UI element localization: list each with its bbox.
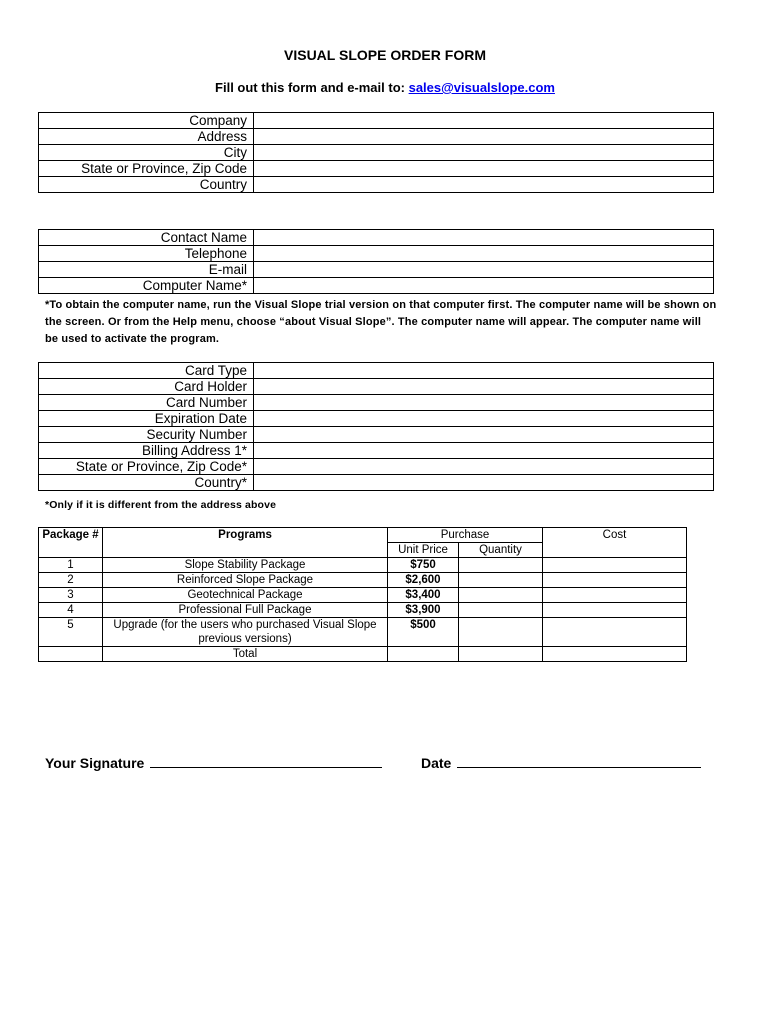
total-empty-cell [39,647,103,662]
state-zip-field[interactable] [254,161,714,177]
billing-address-field[interactable] [254,443,714,459]
address-field[interactable] [254,129,714,145]
quantity-field[interactable] [459,573,543,588]
state-zip-label: State or Province, Zip Code [39,161,254,177]
total-price-cell [388,647,459,662]
city-field[interactable] [254,145,714,161]
company-label: Company [39,113,254,129]
contact-name-field[interactable] [254,230,714,246]
address-note: *Only if it is different from the address above [45,499,277,511]
table-row [39,558,687,573]
cost-field[interactable] [543,573,687,588]
email-link[interactable]: sales@visualslope.com [408,80,555,95]
unit-price: $3,900 [388,603,459,618]
security-number-field[interactable] [254,427,714,443]
date-line [421,753,701,771]
subtitle-text: Fill out this form and e-mail to: [215,80,409,95]
billing-state-zip-label: State or Province, Zip Code* [39,459,254,475]
contact-name-label: Contact Name [39,230,254,246]
expiration-date-label: Expiration Date [39,411,254,427]
signature-label: Your Signature [45,755,145,771]
date-label: Date [421,755,452,771]
country-field[interactable] [254,177,714,193]
unit-price: $750 [388,558,459,573]
company-table [38,112,714,193]
card-holder-label: Card Holder [39,379,254,395]
billing-country-label: Country* [39,475,254,491]
total-cost-field[interactable] [543,647,687,662]
purchase-header: Purchase [388,528,543,543]
signature-line [45,753,382,771]
telephone-label: Telephone [39,246,254,262]
country-label: Country [39,177,254,193]
telephone-field[interactable] [254,246,714,262]
total-row [39,647,687,662]
billing-address-label: Billing Address 1* [39,443,254,459]
unit-price: $3,400 [388,588,459,603]
quantity-field[interactable] [459,603,543,618]
unit-price: $500 [388,618,459,647]
card-type-label: Card Type [39,363,254,379]
signature-field[interactable] [150,753,382,768]
address-label: Address [39,129,254,145]
email-label: E-mail [39,262,254,278]
program-name: Geotechnical Package [103,588,388,603]
program-name: Slope Stability Package [103,558,388,573]
program-name: Reinforced Slope Package [103,573,388,588]
table-row [39,573,687,588]
cost-field[interactable] [543,618,687,647]
card-holder-field[interactable] [254,379,714,395]
unit-price: $2,600 [388,573,459,588]
form-subtitle [0,80,770,95]
package-number: 4 [39,603,103,618]
table-row [39,588,687,603]
table-row [39,618,687,647]
package-number-header: Package # [39,528,103,558]
city-label: City [39,145,254,161]
total-quantity-cell [459,647,543,662]
cost-field[interactable] [543,588,687,603]
quantity-field[interactable] [459,618,543,647]
billing-country-field[interactable] [254,475,714,491]
expiration-date-field[interactable] [254,411,714,427]
card-number-field[interactable] [254,395,714,411]
billing-state-zip-field[interactable] [254,459,714,475]
package-number: 5 [39,618,103,647]
card-number-label: Card Number [39,395,254,411]
quantity-header: Quantity [459,543,543,558]
package-number: 2 [39,573,103,588]
cost-header: Cost [543,528,687,558]
table-row [39,603,687,618]
card-type-field[interactable] [254,363,714,379]
cost-field[interactable] [543,603,687,618]
program-name: Professional Full Package [103,603,388,618]
package-table [38,527,687,662]
form-title: VISUAL SLOPE ORDER FORM [284,47,486,63]
email-field[interactable] [254,262,714,278]
company-field[interactable] [254,113,714,129]
quantity-field[interactable] [459,558,543,573]
program-name: Upgrade (for the users who purchased Visual Slope previous versions) [103,618,388,647]
computer-name-field[interactable] [254,278,714,294]
date-field[interactable] [457,753,701,768]
quantity-field[interactable] [459,588,543,603]
package-number: 3 [39,588,103,603]
computer-name-note: *To obtain the computer name, run the Visual Slope trial version on that computer first. The computer name will be shown on the screen. Or from the Help menu, choose “about Visual Slope”. The computer name will appear. The computer name will be used to activate the program. [45,299,717,345]
security-number-label: Security Number [39,427,254,443]
programs-header: Programs [103,528,388,558]
unit-price-header: Unit Price [388,543,459,558]
package-number: 1 [39,558,103,573]
card-table [38,362,714,491]
computer-name-label: Computer Name* [39,278,254,294]
contact-table [38,229,714,294]
cost-field[interactable] [543,558,687,573]
total-label: Total [103,647,388,662]
